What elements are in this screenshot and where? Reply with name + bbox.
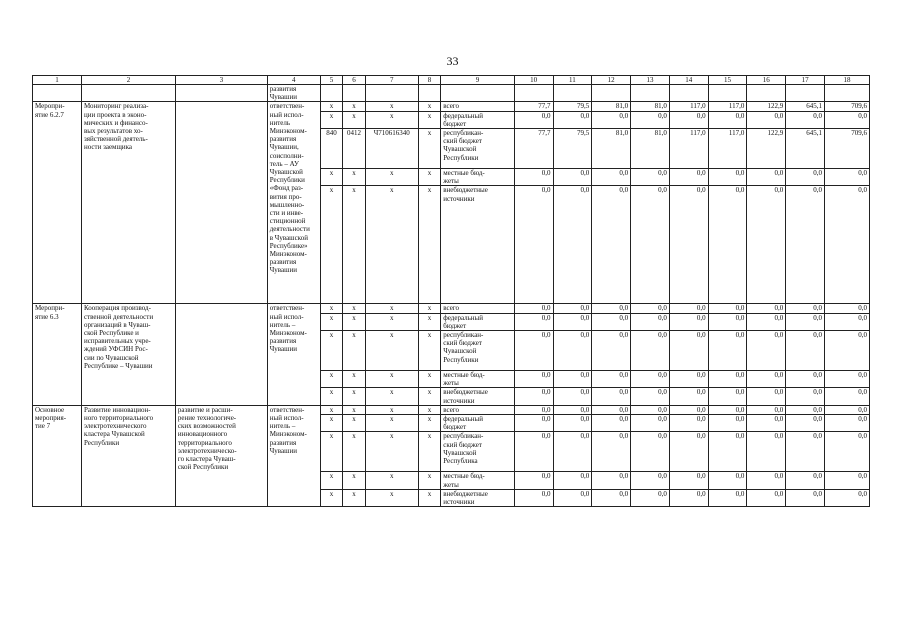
amount-cell: 0,0: [631, 405, 670, 414]
amount-cell: 0,0: [708, 472, 747, 489]
amount-cell: 0,0: [631, 432, 670, 472]
amount-cell: 0,0: [669, 186, 708, 304]
amount-cell: 0,0: [824, 169, 869, 186]
header-cell: 14: [669, 76, 708, 85]
amount-cell: 0,0: [553, 186, 592, 304]
amount-cell: 0,0: [786, 489, 825, 506]
section-code-cell: x: [343, 432, 365, 472]
amount-cell: 0,0: [824, 405, 869, 414]
amount-cell: 709,6: [824, 129, 869, 169]
amount-cell: 0,0: [708, 415, 747, 432]
grbs-code-cell: x: [320, 415, 342, 432]
amount-cell: 0,0: [631, 331, 670, 371]
amount-cell: 0,0: [514, 388, 553, 405]
amount-cell: 0,0: [786, 111, 825, 128]
amount-cell: 0,0: [786, 371, 825, 388]
amount-cell: 79,5: [553, 102, 592, 111]
section-code-cell: x: [343, 186, 365, 304]
amount-cell: 0,0: [553, 388, 592, 405]
amount-cell: 0,0: [631, 472, 670, 489]
amount-cell: 0,0: [592, 313, 631, 330]
amount-cell: 0,0: [824, 388, 869, 405]
amount-cell: 0,0: [514, 169, 553, 186]
expense-type-cell: x: [418, 304, 440, 313]
amount-cell: 0,0: [747, 371, 786, 388]
amount-cell: 0,0: [669, 371, 708, 388]
header-row: [33, 76, 870, 85]
funding-source-cell: федеральный бюджет: [441, 415, 514, 432]
amount-cell: 122,9: [747, 129, 786, 169]
amount-cell: 0,0: [747, 472, 786, 489]
section-code-cell: x: [343, 371, 365, 388]
target-article-cell: x: [365, 371, 418, 388]
amount-cell: 0,0: [592, 405, 631, 414]
amount-cell: 0,0: [631, 415, 670, 432]
amount-cell: 81,0: [631, 129, 670, 169]
target-article-cell: x: [365, 304, 418, 313]
amount-cell: 0,0: [669, 489, 708, 506]
amount-cell: 0,0: [553, 415, 592, 432]
amount-cell: 0,0: [514, 313, 553, 330]
amount-cell: 0,0: [824, 186, 869, 304]
amount-cell: 0,0: [553, 432, 592, 472]
amount-cell: 645,1: [786, 129, 825, 169]
grbs-code-cell: x: [320, 111, 342, 128]
header-cell: 8: [418, 76, 440, 85]
section-code-cell: x: [343, 111, 365, 128]
executor-cell: развития Чувашии: [267, 85, 320, 102]
amount-cell: 117,0: [708, 102, 747, 111]
activity-goal-cell: [175, 102, 267, 304]
amount-cell: 0,0: [824, 331, 869, 371]
budget-table: [32, 75, 870, 507]
amount-cell: 0,0: [747, 304, 786, 313]
funding-source-cell: республикан- ский бюджет Чувашской Республика: [441, 432, 514, 472]
main-activity-7-row: [33, 405, 870, 414]
amount-cell: 0,0: [592, 432, 631, 472]
amount-cell: 0,0: [824, 371, 869, 388]
grbs-code-cell: x: [320, 331, 342, 371]
amount-cell: 0,0: [824, 472, 869, 489]
executor-cell: ответствен- ный испол- нитель – Минэконом- развития Чувашии: [267, 405, 320, 506]
funding-source-cell: местные бюд- жеты: [441, 169, 514, 186]
target-article-cell: x: [365, 313, 418, 330]
expense-type-cell: x: [418, 102, 440, 111]
amount-cell: 117,0: [708, 129, 747, 169]
executor-cell: ответствен- ный испол- нитель – Минэконом- развития Чувашии: [267, 304, 320, 405]
expense-type-cell: x: [418, 388, 440, 405]
amount-cell: 0,0: [708, 304, 747, 313]
amount-cell: 0,0: [786, 169, 825, 186]
grbs-code-cell: x: [320, 313, 342, 330]
amount-cell: 77,7: [514, 129, 553, 169]
amount-cell: 0,0: [669, 405, 708, 414]
expense-type-cell: x: [418, 129, 440, 169]
header-cell: 17: [786, 76, 825, 85]
header-cell: 3: [175, 76, 267, 85]
header-cell: 4: [267, 76, 320, 85]
amount-cell: 0,0: [592, 388, 631, 405]
header-cell: 6: [343, 76, 365, 85]
activity-label-cell: Основное мероприя- тие 7: [33, 405, 82, 506]
amount-cell: 117,0: [669, 129, 708, 169]
executor-cell: ответствен- ный испол- нитель Минэконом- развития Чувашии, соисполни- тель – АУ Чувашской Республики «Фонд раз- вития про- мышленно- сти и инве- стиционной деятельности в Чувашской Республике» Минэконом- развития Чувашии: [267, 102, 320, 304]
funding-source-cell: всего: [441, 405, 514, 414]
grbs-code-cell: x: [320, 304, 342, 313]
amount-cell: 0,0: [592, 186, 631, 304]
amount-cell: 0,0: [669, 432, 708, 472]
expense-type-cell: x: [418, 432, 440, 472]
amount-cell: 0,0: [592, 304, 631, 313]
target-article-cell: x: [365, 415, 418, 432]
amount-cell: 0,0: [747, 313, 786, 330]
funding-source-cell: республикан- ский бюджет Чувашской Республики: [441, 129, 514, 169]
amount-cell: 0,0: [708, 489, 747, 506]
amount-cell: 0,0: [708, 388, 747, 405]
amount-cell: 0,0: [669, 111, 708, 128]
target-article-cell: x: [365, 102, 418, 111]
amount-cell: 0,0: [514, 111, 553, 128]
amount-cell: 0,0: [553, 111, 592, 128]
target-article-cell: x: [365, 472, 418, 489]
activity-label-cell: Меропри- ятие 6.2.7: [33, 102, 82, 304]
amount-cell: 81,0: [592, 129, 631, 169]
header-cell: 2: [81, 76, 175, 85]
amount-cell: 0,0: [669, 472, 708, 489]
target-article-cell: x: [365, 388, 418, 405]
grbs-code-cell: x: [320, 169, 342, 186]
amount-cell: 0,0: [747, 186, 786, 304]
page-number: 33: [446, 54, 459, 68]
expense-type-cell: x: [418, 186, 440, 304]
amount-cell: 0,0: [592, 472, 631, 489]
header-cell: 10: [514, 76, 553, 85]
amount-cell: 0,0: [708, 186, 747, 304]
grbs-code-cell: x: [320, 388, 342, 405]
amount-cell: 0,0: [708, 313, 747, 330]
header-cell: 7: [365, 76, 418, 85]
amount-cell: 0,0: [631, 371, 670, 388]
amount-cell: 0,0: [669, 304, 708, 313]
section-code-cell: x: [343, 388, 365, 405]
amount-cell: 0,0: [553, 489, 592, 506]
header-cell: 12: [592, 76, 631, 85]
amount-cell: 0,0: [824, 415, 869, 432]
target-article-cell: x: [365, 432, 418, 472]
amount-cell: 0,0: [631, 169, 670, 186]
grbs-code-cell: x: [320, 489, 342, 506]
amount-cell: 0,0: [592, 169, 631, 186]
funding-source-cell: внебюджетные источники: [441, 489, 514, 506]
amount-cell: 0,0: [786, 313, 825, 330]
amount-cell: 0,0: [747, 489, 786, 506]
amount-cell: 0,0: [824, 313, 869, 330]
activity-name-cell: Развитие инновацион- ного территориального электротехнического кластера Чувашской Республики: [81, 405, 175, 506]
grbs-code-cell: x: [320, 405, 342, 414]
amount-cell: 0,0: [592, 371, 631, 388]
amount-cell: 0,0: [631, 111, 670, 128]
activity-name-cell: Кооперация производ- ственной деятельности организаций в Чуваш- ской Республике и исправительных учре- ждений УФСИН Рос- сии по Чувашской Республике – Чувашии: [81, 304, 175, 405]
grbs-code-cell: x: [320, 432, 342, 472]
activity-goal-cell: развитие и расши- рение технологиче- ских возможностей инновационного территориального электротехническо- го кластера Чуваш- ской Республики: [175, 405, 267, 506]
expense-type-cell: x: [418, 415, 440, 432]
amount-cell: 0,0: [592, 331, 631, 371]
grbs-code-cell: x: [320, 186, 342, 304]
activity-6-3-row: [33, 304, 870, 313]
amount-cell: 0,0: [786, 472, 825, 489]
expense-type-cell: x: [418, 405, 440, 414]
expense-type-cell: x: [418, 489, 440, 506]
header-cell: 18: [824, 76, 869, 85]
funding-source-cell: внебюджетные источники: [441, 186, 514, 304]
grbs-code-cell: 840: [320, 129, 342, 169]
amount-cell: 0,0: [747, 388, 786, 405]
grbs-code-cell: x: [320, 472, 342, 489]
carry-over-row: [33, 85, 870, 102]
amount-cell: 0,0: [824, 489, 869, 506]
amount-cell: 79,5: [553, 129, 592, 169]
amount-cell: 0,0: [824, 304, 869, 313]
expense-type-cell: x: [418, 371, 440, 388]
target-article-cell: x: [365, 111, 418, 128]
section-code-cell: x: [343, 313, 365, 330]
header-cell: 1: [33, 76, 82, 85]
amount-cell: 0,0: [514, 186, 553, 304]
amount-cell: 0,0: [553, 472, 592, 489]
amount-cell: 0,0: [592, 111, 631, 128]
amount-cell: 0,0: [747, 169, 786, 186]
amount-cell: 0,0: [514, 405, 553, 414]
grbs-code-cell: x: [320, 371, 342, 388]
funding-source-cell: местные бюд- жеты: [441, 472, 514, 489]
activity-6-2-7-row: [33, 102, 870, 111]
target-article-cell: Ч710616340: [365, 129, 418, 169]
amount-cell: 0,0: [553, 313, 592, 330]
expense-type-cell: x: [418, 169, 440, 186]
amount-cell: 0,0: [786, 405, 825, 414]
amount-cell: 0,0: [514, 489, 553, 506]
funding-source-cell: всего: [441, 102, 514, 111]
funding-source-cell: всего: [441, 304, 514, 313]
header-cell: 5: [320, 76, 342, 85]
amount-cell: 0,0: [747, 415, 786, 432]
header-cell: 13: [631, 76, 670, 85]
target-article-cell: x: [365, 186, 418, 304]
amount-cell: 81,0: [592, 102, 631, 111]
amount-cell: 117,0: [669, 102, 708, 111]
amount-cell: 0,0: [514, 432, 553, 472]
amount-cell: 0,0: [786, 186, 825, 304]
header-cell: 9: [441, 76, 514, 85]
amount-cell: 0,0: [631, 186, 670, 304]
grbs-code-cell: x: [320, 102, 342, 111]
amount-cell: 0,0: [747, 331, 786, 371]
section-code-cell: x: [343, 489, 365, 506]
amount-cell: 0,0: [786, 415, 825, 432]
amount-cell: 0,0: [786, 388, 825, 405]
target-article-cell: x: [365, 169, 418, 186]
amount-cell: 0,0: [786, 432, 825, 472]
amount-cell: 0,0: [669, 388, 708, 405]
section-code-cell: x: [343, 304, 365, 313]
amount-cell: 0,0: [708, 405, 747, 414]
header-cell: 16: [747, 76, 786, 85]
amount-cell: 0,0: [747, 432, 786, 472]
expense-type-cell: x: [418, 111, 440, 128]
target-article-cell: x: [365, 405, 418, 414]
amount-cell: 0,0: [553, 371, 592, 388]
amount-cell: 0,0: [631, 304, 670, 313]
amount-cell: 0,0: [592, 489, 631, 506]
activity-label-cell: Меропри- ятие 6.3: [33, 304, 82, 405]
funding-source-cell: федеральный бюджет: [441, 313, 514, 330]
activity-goal-cell: [175, 304, 267, 405]
expense-type-cell: x: [418, 472, 440, 489]
section-code-cell: x: [343, 102, 365, 111]
amount-cell: 0,0: [631, 489, 670, 506]
target-article-cell: x: [365, 489, 418, 506]
expense-type-cell: x: [418, 313, 440, 330]
amount-cell: 0,0: [514, 415, 553, 432]
amount-cell: 77,7: [514, 102, 553, 111]
funding-source-cell: внебюджетные источники: [441, 388, 514, 405]
section-code-cell: x: [343, 405, 365, 414]
amount-cell: 0,0: [708, 432, 747, 472]
amount-cell: 0,0: [514, 472, 553, 489]
amount-cell: 0,0: [553, 331, 592, 371]
amount-cell: 0,0: [669, 415, 708, 432]
amount-cell: 0,0: [592, 415, 631, 432]
amount-cell: 645,1: [786, 102, 825, 111]
amount-cell: 0,0: [786, 304, 825, 313]
amount-cell: 0,0: [631, 388, 670, 405]
header-cell: 15: [708, 76, 747, 85]
amount-cell: 0,0: [669, 169, 708, 186]
funding-source-cell: федеральный бюджет: [441, 111, 514, 128]
amount-cell: 0,0: [824, 111, 869, 128]
header-cell: 11: [553, 76, 592, 85]
amount-cell: 0,0: [669, 313, 708, 330]
target-article-cell: x: [365, 331, 418, 371]
amount-cell: 0,0: [553, 169, 592, 186]
amount-cell: 81,0: [631, 102, 670, 111]
amount-cell: 0,0: [631, 313, 670, 330]
funding-source-cell: местные бюд- жеты: [441, 371, 514, 388]
amount-cell: 0,0: [708, 169, 747, 186]
section-code-cell: x: [343, 331, 365, 371]
section-code-cell: x: [343, 169, 365, 186]
section-code-cell: x: [343, 472, 365, 489]
amount-cell: 0,0: [747, 111, 786, 128]
activity-name-cell: Мониторинг реализа- ции проекта в эконо- мических и финансо- вых результатов хо- зяйственной деятель- ности заемщика: [81, 102, 175, 304]
funding-source-cell: республикан- ский бюджет Чувашской Республики: [441, 331, 514, 371]
amount-cell: 0,0: [708, 111, 747, 128]
expense-type-cell: x: [418, 331, 440, 371]
amount-cell: 709,6: [824, 102, 869, 111]
amount-cell: 0,0: [747, 405, 786, 414]
amount-cell: 0,0: [553, 304, 592, 313]
amount-cell: 0,0: [708, 331, 747, 371]
amount-cell: 0,0: [514, 371, 553, 388]
amount-cell: 0,0: [669, 331, 708, 371]
amount-cell: 0,0: [824, 432, 869, 472]
amount-cell: 0,0: [786, 331, 825, 371]
amount-cell: 0,0: [514, 331, 553, 371]
section-code-cell: x: [343, 415, 365, 432]
amount-cell: 0,0: [708, 371, 747, 388]
amount-cell: 0,0: [514, 304, 553, 313]
amount-cell: 0,0: [553, 405, 592, 414]
amount-cell: 122,9: [747, 102, 786, 111]
section-code-cell: 0412: [343, 129, 365, 169]
